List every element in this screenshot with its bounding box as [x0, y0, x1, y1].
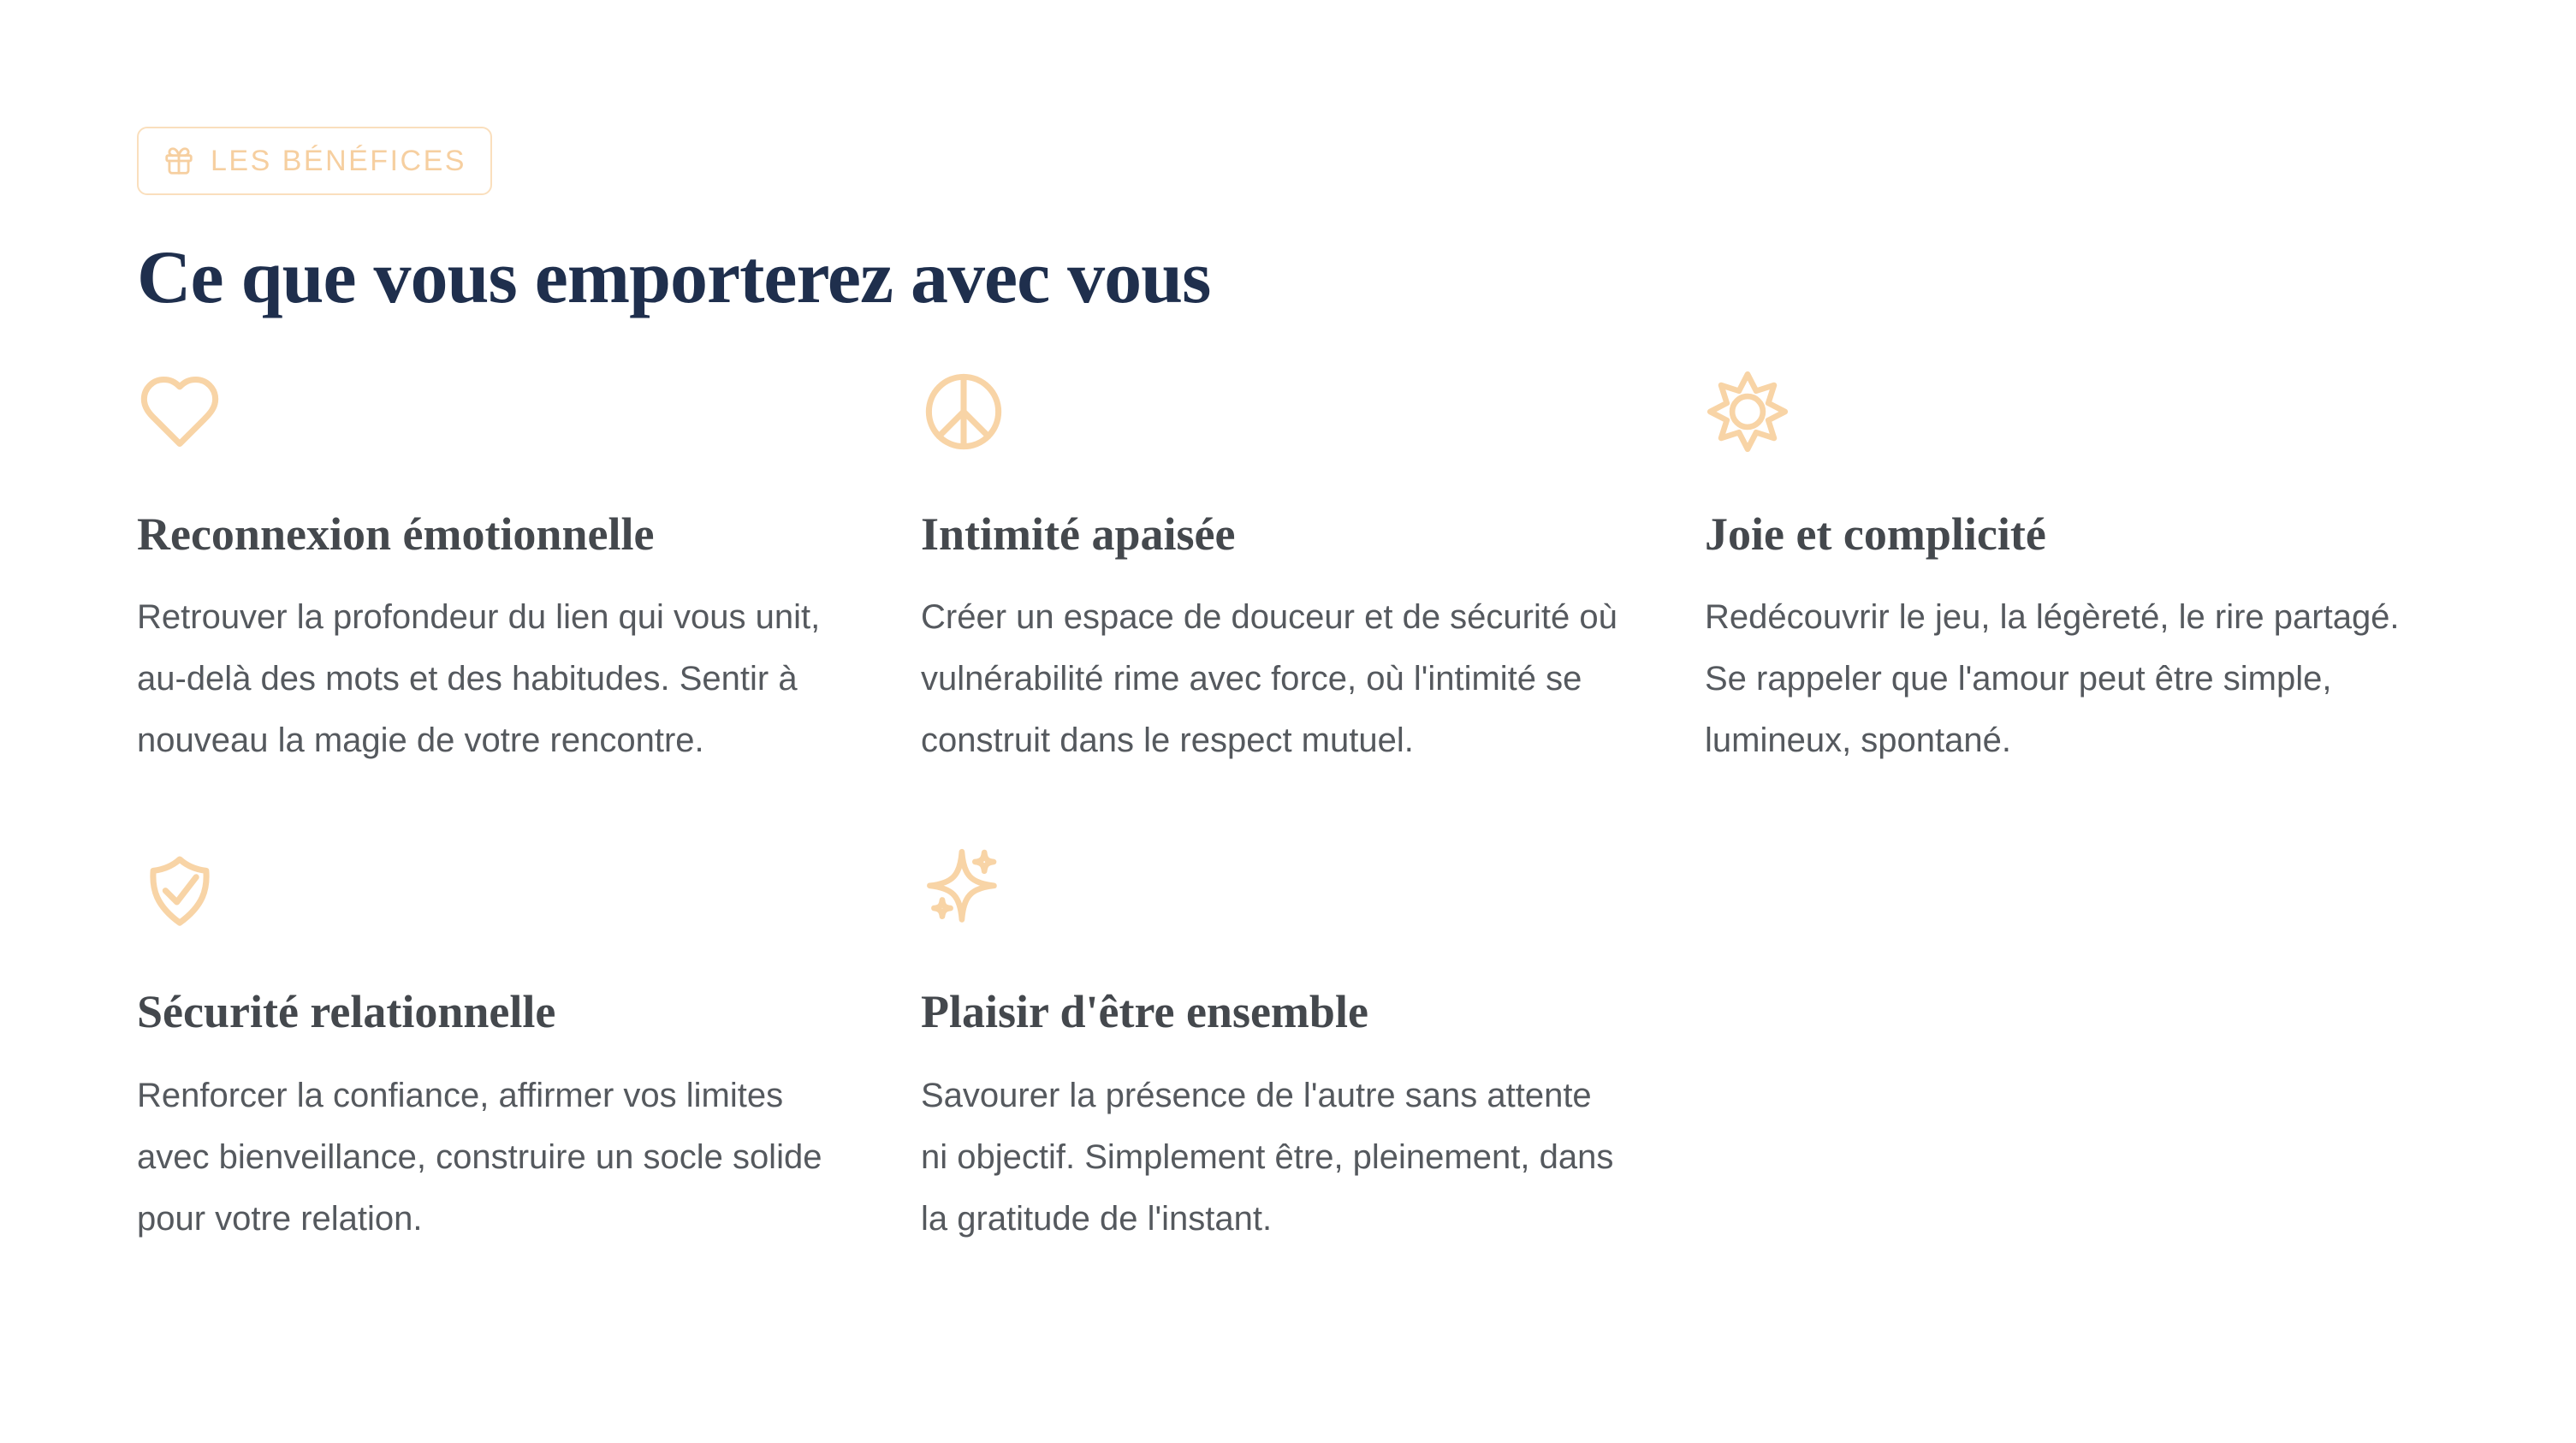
- sparkles-icon: [921, 846, 1006, 932]
- sun-icon: [1705, 369, 1790, 454]
- benefit-description: Créer un espace de douceur et de sécurité où vulnérabilité rime avec force, où l'intimité se construit dans le respect mutuel.: [921, 598, 1617, 760]
- benefit-card-joie: [1705, 369, 2410, 771]
- section-badge: [137, 127, 492, 195]
- benefit-card-intimite: [921, 369, 1626, 771]
- benefit-title: Joie et complicité: [1705, 508, 2046, 561]
- page-title: Ce que vous emporterez avec vous: [137, 236, 1211, 319]
- benefit-description: Redécouvrir le jeu, la légèreté, le rire partagé. Se rappeler que l'amour peut être simple, lumineux, spontané.: [1705, 598, 2400, 760]
- section-badge-label: LES BÉNÉFICES: [211, 145, 466, 177]
- benefit-title: Reconnexion émotionnelle: [137, 508, 655, 561]
- heart-icon: [137, 369, 223, 454]
- benefit-card-reconnexion: [137, 369, 842, 771]
- benefits-grid: [137, 369, 2576, 1249]
- shield-check-icon: [137, 846, 223, 932]
- benefit-card-securite: [137, 846, 842, 1249]
- benefit-description: Renforcer la confiance, affirmer vos limites avec bienveillance, construire un socle solide pour votre relation.: [137, 1076, 822, 1238]
- gift-icon: [163, 145, 195, 177]
- benefit-title: Intimité apaisée: [921, 508, 1236, 561]
- benefit-description: Retrouver la profondeur du lien qui vous unit, au-delà des mots et des habitudes. Sentir à nouveau la magie de votre rencontre.: [137, 598, 821, 760]
- benefit-title: Plaisir d'être ensemble: [921, 986, 1368, 1038]
- benefit-title: Sécurité relationnelle: [137, 986, 556, 1038]
- peace-icon: [921, 369, 1006, 454]
- benefit-card-plaisir: [921, 846, 1626, 1249]
- benefit-description: Savourer la présence de l'autre sans attente ni objectif. Simplement être, pleinement, dans la gratitude de l'instant.: [921, 1076, 1614, 1238]
